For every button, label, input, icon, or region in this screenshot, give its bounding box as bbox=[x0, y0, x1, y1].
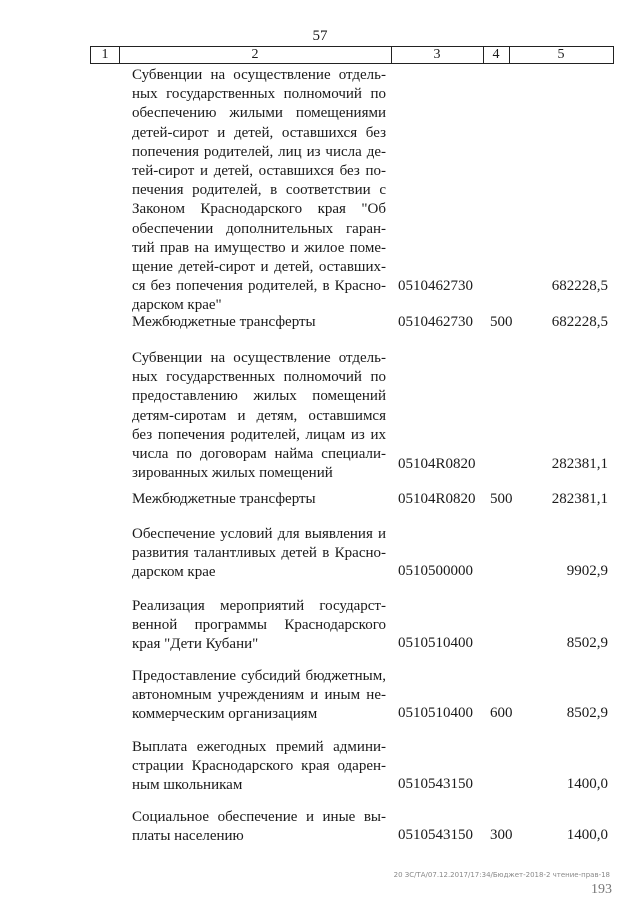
row-kvr: 500 bbox=[490, 314, 513, 330]
row-code: 0510543150 bbox=[398, 827, 473, 843]
row-code: 0510462730 bbox=[398, 314, 473, 330]
row-description: Обеспечение условий для выявления и развития талантливых детей в Красно-дарском крае bbox=[132, 526, 386, 581]
row-kvr: 600 bbox=[490, 705, 513, 721]
row-amount: 282381,1 bbox=[551, 456, 608, 472]
row-code: 0510510400 bbox=[398, 635, 473, 651]
page-number: 57 bbox=[312, 28, 328, 44]
row-amount: 682228,5 bbox=[551, 314, 608, 330]
row-description: Межбюджетные трансферты bbox=[132, 491, 316, 507]
footer-stamp: 20 ЗС/ТА/07.12.2017/17:34/Бюджет-2018-2 чтение-прав-18 bbox=[393, 871, 610, 879]
row-code: 0510510400 bbox=[398, 705, 473, 721]
row-amount: 8502,9 bbox=[566, 705, 608, 721]
header-col-2: 2 bbox=[251, 47, 259, 62]
header-col-1: 1 bbox=[101, 47, 109, 62]
row-amount: 1400,0 bbox=[566, 827, 608, 843]
row-description: Субвенции на осуществление отдель-ных государственных полномочий по предоставлению жилых помещений детям-сиротам и детям, оставшимся без попечения родителей, лицам из их числа по договорам найма специали-зированных жилых помещений bbox=[132, 350, 386, 482]
row-description: Социальное обеспечение и иные вы-платы населению bbox=[132, 809, 386, 845]
header-col-3: 3 bbox=[433, 47, 441, 62]
table-header-row bbox=[90, 46, 614, 64]
row-description: Предоставление субсидий бюджетным, автономным учреждениям и иным не-коммерческим организациям bbox=[132, 668, 386, 723]
row-description: Выплата ежегодных премий админи-страции Краснодарского края одарен-ным школьникам bbox=[132, 739, 386, 794]
header-col-4: 4 bbox=[492, 47, 500, 62]
row-code: 0510462730 bbox=[398, 278, 473, 294]
row-code: 05104R0820 bbox=[398, 456, 476, 472]
row-amount: 1400,0 bbox=[566, 776, 608, 792]
row-code: 0510500000 bbox=[398, 563, 473, 579]
row-amount: 9902,9 bbox=[566, 563, 608, 579]
sheet-number: 193 bbox=[591, 882, 612, 897]
row-description: Межбюджетные трансферты bbox=[132, 314, 316, 330]
row-kvr: 500 bbox=[490, 491, 513, 507]
row-code: 0510543150 bbox=[398, 776, 473, 792]
row-amount: 282381,1 bbox=[551, 491, 608, 507]
header-col-5: 5 bbox=[557, 47, 565, 62]
row-amount: 8502,9 bbox=[566, 635, 608, 651]
row-code: 05104R0820 bbox=[398, 491, 476, 507]
row-kvr: 300 bbox=[490, 827, 513, 843]
row-description: Реализация мероприятий государст-венной программы Краснодарского края "Дети Кубани" bbox=[132, 598, 386, 653]
row-description: Субвенции на осуществление отдель-ных государственных полномочий по обеспечению жилыми помещениями детей-сирот и детей, оставшихся без попечения родителей, лиц из числа де-тей-сирот и детей, оставшихся без по-печения родителей, в соответствии с Законом Краснодарского края "Об обеспечении дополнительных гаран-тий прав на имущество и жилое поме-щение детей-сирот и детей, оставших-ся без попечения родителей, в Красно-дарском крае" bbox=[132, 67, 386, 314]
row-amount: 682228,5 bbox=[551, 278, 608, 294]
